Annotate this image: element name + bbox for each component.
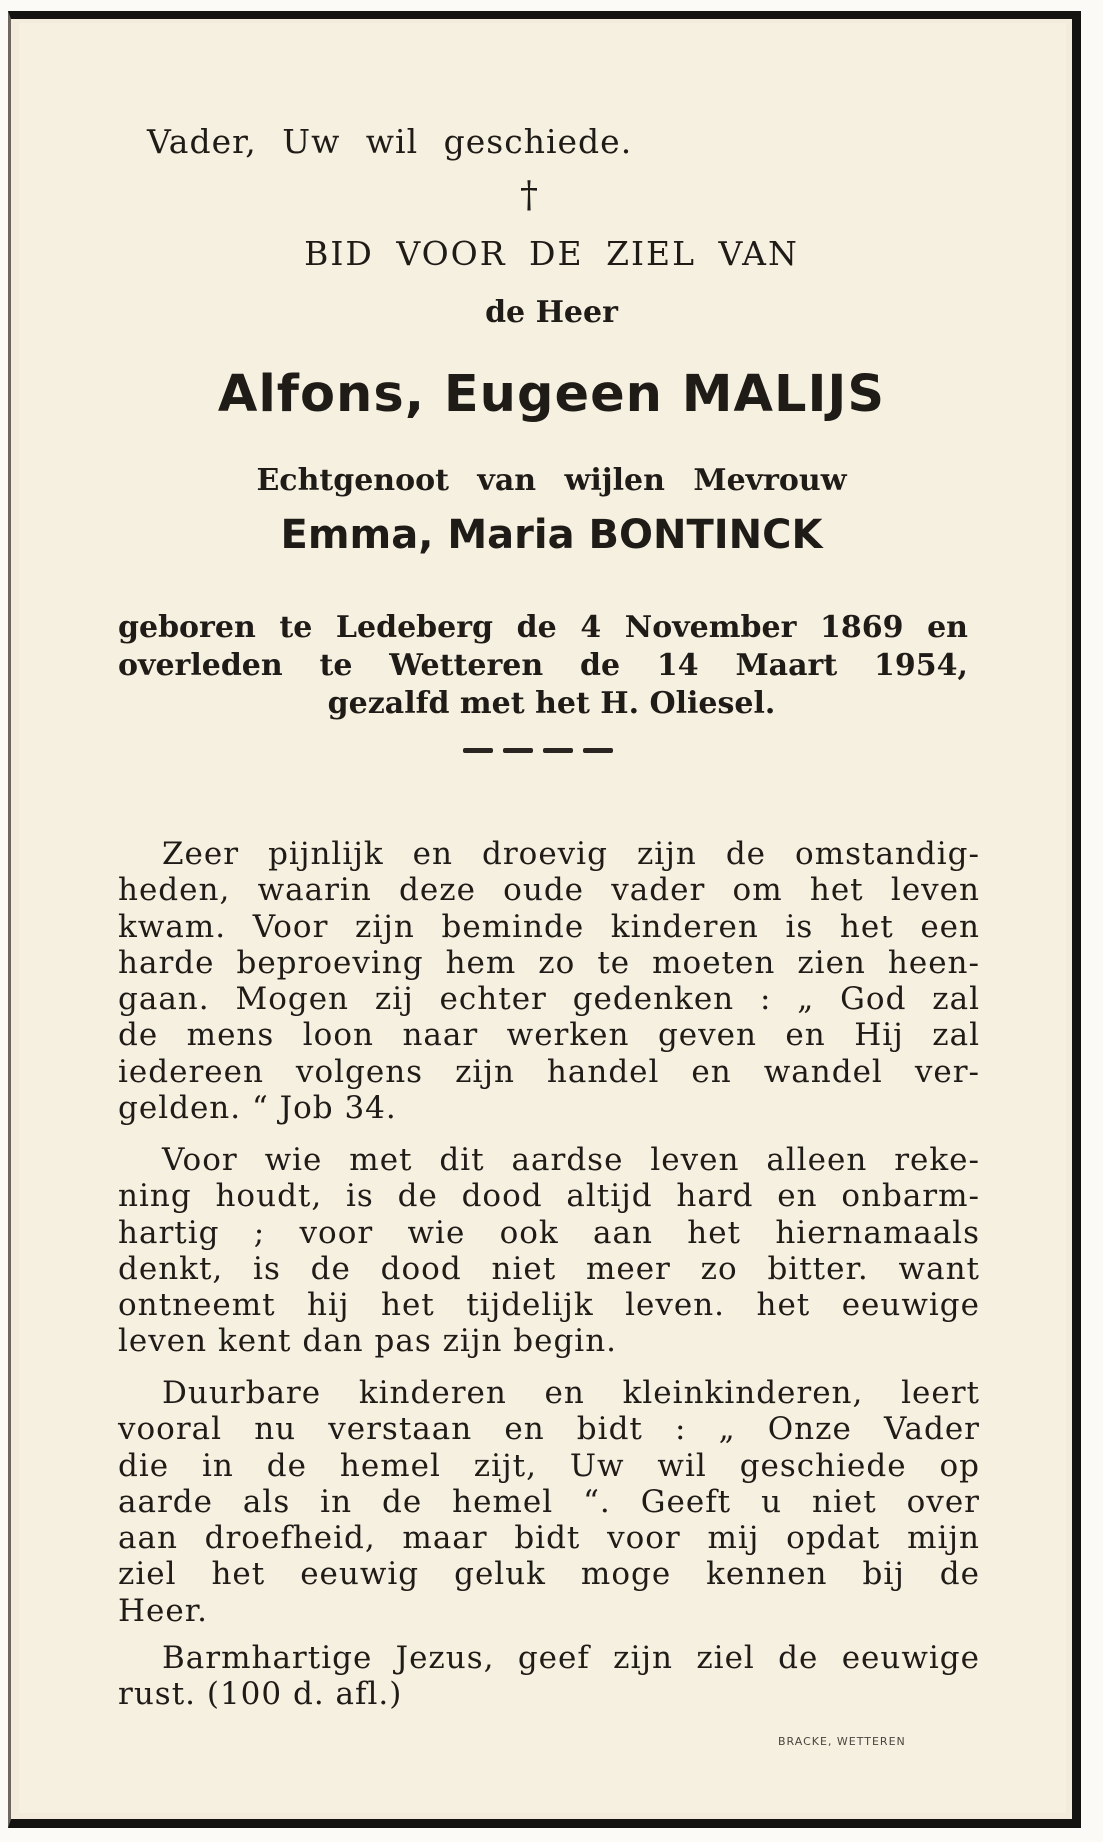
text-line: denkt, is de dood niet meer zo bitter. want: [118, 1250, 980, 1287]
text-line: harde beproeving hem zo te moeten zien heen-: [118, 944, 980, 981]
text-line: de mens loon naar werken geven en Hij zal: [118, 1017, 980, 1054]
text-line: ontneemt hij het tijdelijk leven. het eeuwige: [118, 1287, 980, 1324]
text-line: gaan. Mogen zij echter gedenken : „ God zal: [118, 981, 980, 1018]
text-line: heden, waarin deze oude vader om het leven: [118, 872, 980, 909]
text-line: Voor wie met dit aardse leven alleen reke-: [162, 1142, 980, 1178]
spouse-intro: Echtgenoot van wijlen Mevrouw: [256, 463, 847, 498]
spouse-name: Emma, Maria BONTINCK: [280, 512, 823, 558]
text-line: Heer.: [118, 1592, 208, 1629]
bio-line: geboren te Ledeberg de 4 November 1869 en: [118, 610, 968, 645]
divider-dash: [463, 748, 493, 753]
text-line: Barmhartige Jezus, geef zijn ziel de eeuwige: [162, 1640, 980, 1676]
paragraph-3: [118, 1375, 980, 1629]
cross-icon: †: [520, 175, 538, 216]
pray-line: BID VOOR DE ZIEL VAN: [304, 234, 799, 273]
text-line: aarde als in de hemel “. Geeft u niet over: [118, 1483, 980, 1520]
motto: Vader, Uw wil geschiede.: [147, 122, 633, 161]
divider-dash: [503, 748, 533, 753]
text-line: vooral nu verstaan en bidt : „ Onze Vader: [118, 1411, 980, 1448]
text-line: leven kent dan pas zijn begin.: [118, 1323, 618, 1360]
paragraph-1: [118, 836, 980, 1126]
text-line: iedereen volgens zijn handel en wandel ver-: [118, 1053, 980, 1090]
printer-imprint: BRACKE, WETTEREN: [778, 1735, 906, 1748]
bio-line: overleden te Wetteren de 14 Maart 1954,: [118, 648, 968, 683]
paragraph-4: [118, 1640, 980, 1713]
divider-dash: [543, 748, 573, 753]
divider-dash: [583, 748, 613, 753]
text-line: aan droefheid, maar bidt voor mij opdat mijn: [118, 1520, 980, 1557]
text-line: rust. (100 d. afl.): [118, 1676, 403, 1713]
text-line: Duurbare kinderen en kleinkinderen, leert: [162, 1375, 980, 1411]
bio-line: gezalfd met het H. Oliesel.: [327, 686, 776, 721]
paragraph-2: [118, 1142, 980, 1360]
text-line: die in de hemel zijt, Uw wil geschiede op: [118, 1447, 980, 1484]
ornament-divider: [463, 748, 613, 754]
text-line: ning houdt, is de dood altijd hard en onbarm-: [118, 1178, 980, 1215]
text-line: Zeer pijnlijk en droevig zijn de omstandig-: [162, 836, 980, 872]
title-line: de Heer: [485, 295, 618, 330]
text-line: hartig ; voor wie ook aan het hiernamaals: [118, 1214, 980, 1251]
text-line: gelden. “ Job 34.: [118, 1090, 397, 1127]
deceased-name: Alfons, Eugeen MALIJS: [217, 365, 886, 424]
text-line: kwam. Voor zijn beminde kinderen is het een: [118, 908, 980, 945]
text-line: ziel het eeuwig geluk moge kennen bij de: [118, 1556, 980, 1593]
